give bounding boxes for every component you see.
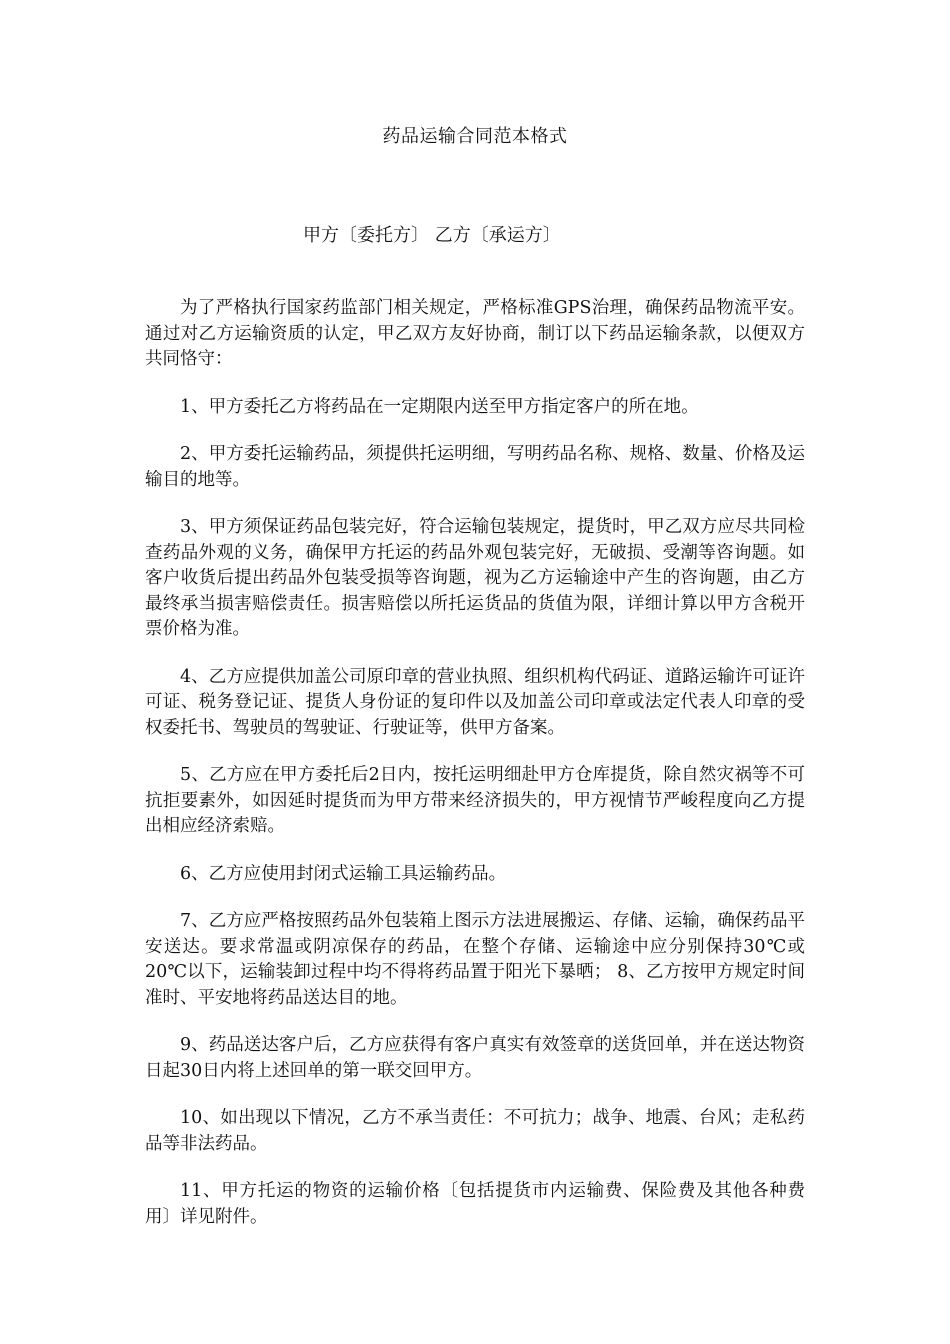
clause-3: 3、甲方须保证药品包装完好，符合运输包装规定，提货时，甲乙双方应尽共同检查药品外观的义务，确保甲方托运的药品外观包装完好，无破损、受潮等咨询题。如客户收货后提出药品外包装受损等咨询题，视为乙方运输途中产生的咨询题，由乙方最终承当损害赔偿责任。损害赔偿以所托运货品的货值为限，详细计算以甲方含税开票价格为准。 [145,517,805,639]
clause-9: 9、药品送达客户后，乙方应获得有客户真实有效签章的送货回单，并在送达物资日起30日内将上述回单的第一联交回甲方。 [145,1035,805,1081]
clause-7-8: 7、乙方应严格按照药品外包装箱上图示方法进展搬运、存储、运输，确保药品平安送达。要求常温或阴凉保存的药品，在整个存储、运输途中应分别保持30℃或20℃以下，运输装卸过程中均不得将药品置于阳光下暴晒； 8、乙方按甲方规定时间准时、平安地将药品送达目的地。 [145,911,805,1008]
clause-11: 11、甲方托运的物资的运输价格〔包括提货市内运输费、保险费及其他各种费用〕详见附件。 [145,1181,805,1227]
parties-line: 甲方〔委托方〕 乙方〔承运方〕 [303,225,561,246]
clause-6: 6、乙方应使用封闭式运输工具运输药品。 [180,863,507,884]
document-title: 药品运输合同范本格式 [382,126,568,147]
contract-body [145,296,805,1252]
clause-5: 5、乙方应在甲方委托后2日内，按托运明细赴甲方仓库提货，除自然灾祸等不可抗拒要素外，如因延时提货而为甲方带来经济损失的，甲方视情节严峻程度向乙方提出相应经济索赔。 [145,765,805,836]
clause-4: 4、乙方应提供加盖公司原印章的营业执照、组织机构代码证、道路运输许可证许可证、税务登记证、提货人身份证的复印件以及加盖公司印章或法定代表人印章的受权委托书、驾驶员的驾驶证、行驶证等，供甲方备案。 [145,666,805,738]
clause-1: 1、甲方委托乙方将药品在一定期限内送至甲方指定客户的所在地。 [180,396,699,417]
clause-2: 2、甲方委托运输药品，须提供托运明细，写明药品名称、规格、数量、价格及运输目的地等。 [145,444,805,490]
clause-10: 10、如出现以下情况，乙方不承当责任：不可抗力；战争、地震、台风；走私药品等非法药品。 [145,1108,805,1154]
intro-paragraph: 为了严格执行国家药监部门相关规定，严格标准GPS治理，确保药品物流平安。通过对乙方运输资质的认定，甲乙双方友好协商，制订以下药品运输条款，以便双方共同恪守： [145,298,805,369]
